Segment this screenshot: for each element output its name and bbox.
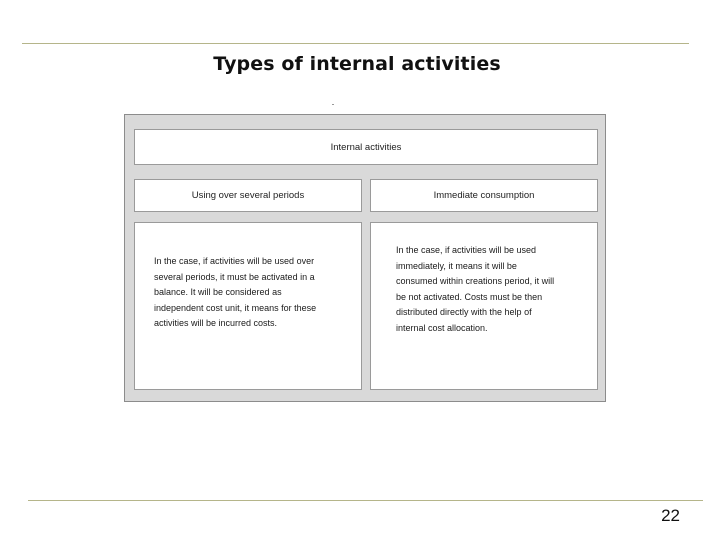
- bottom-divider: [28, 500, 703, 501]
- top-divider: [22, 43, 689, 44]
- page-number: 22: [661, 506, 680, 525]
- right-description-text: In the case, if activities will be used immediately, it means it will be consumed within creations period, it will be not activated. Costs must be then distributed directly with the help of internal cost allocation.: [396, 245, 555, 333]
- diagram-header-box: [134, 129, 598, 165]
- left-heading-label: Using over several periods: [191, 190, 305, 201]
- left-heading-box: [134, 179, 362, 212]
- decorative-dot: [332, 104, 334, 105]
- diagram-header-label: Internal activities: [330, 141, 402, 153]
- internal-activities-diagram: [124, 114, 606, 402]
- right-heading-box: [370, 179, 598, 212]
- left-description-text: In the case, if activities will be used over several periods, it must be activated in a balance. It will be considered as independent cost unit, it means for these activities will be incurred costs.: [154, 256, 317, 328]
- slide-title: Types of internal activities: [213, 53, 501, 75]
- right-description-box: [370, 222, 598, 390]
- right-heading-label: Immediate consumption: [433, 190, 535, 201]
- left-description-box: [134, 222, 362, 390]
